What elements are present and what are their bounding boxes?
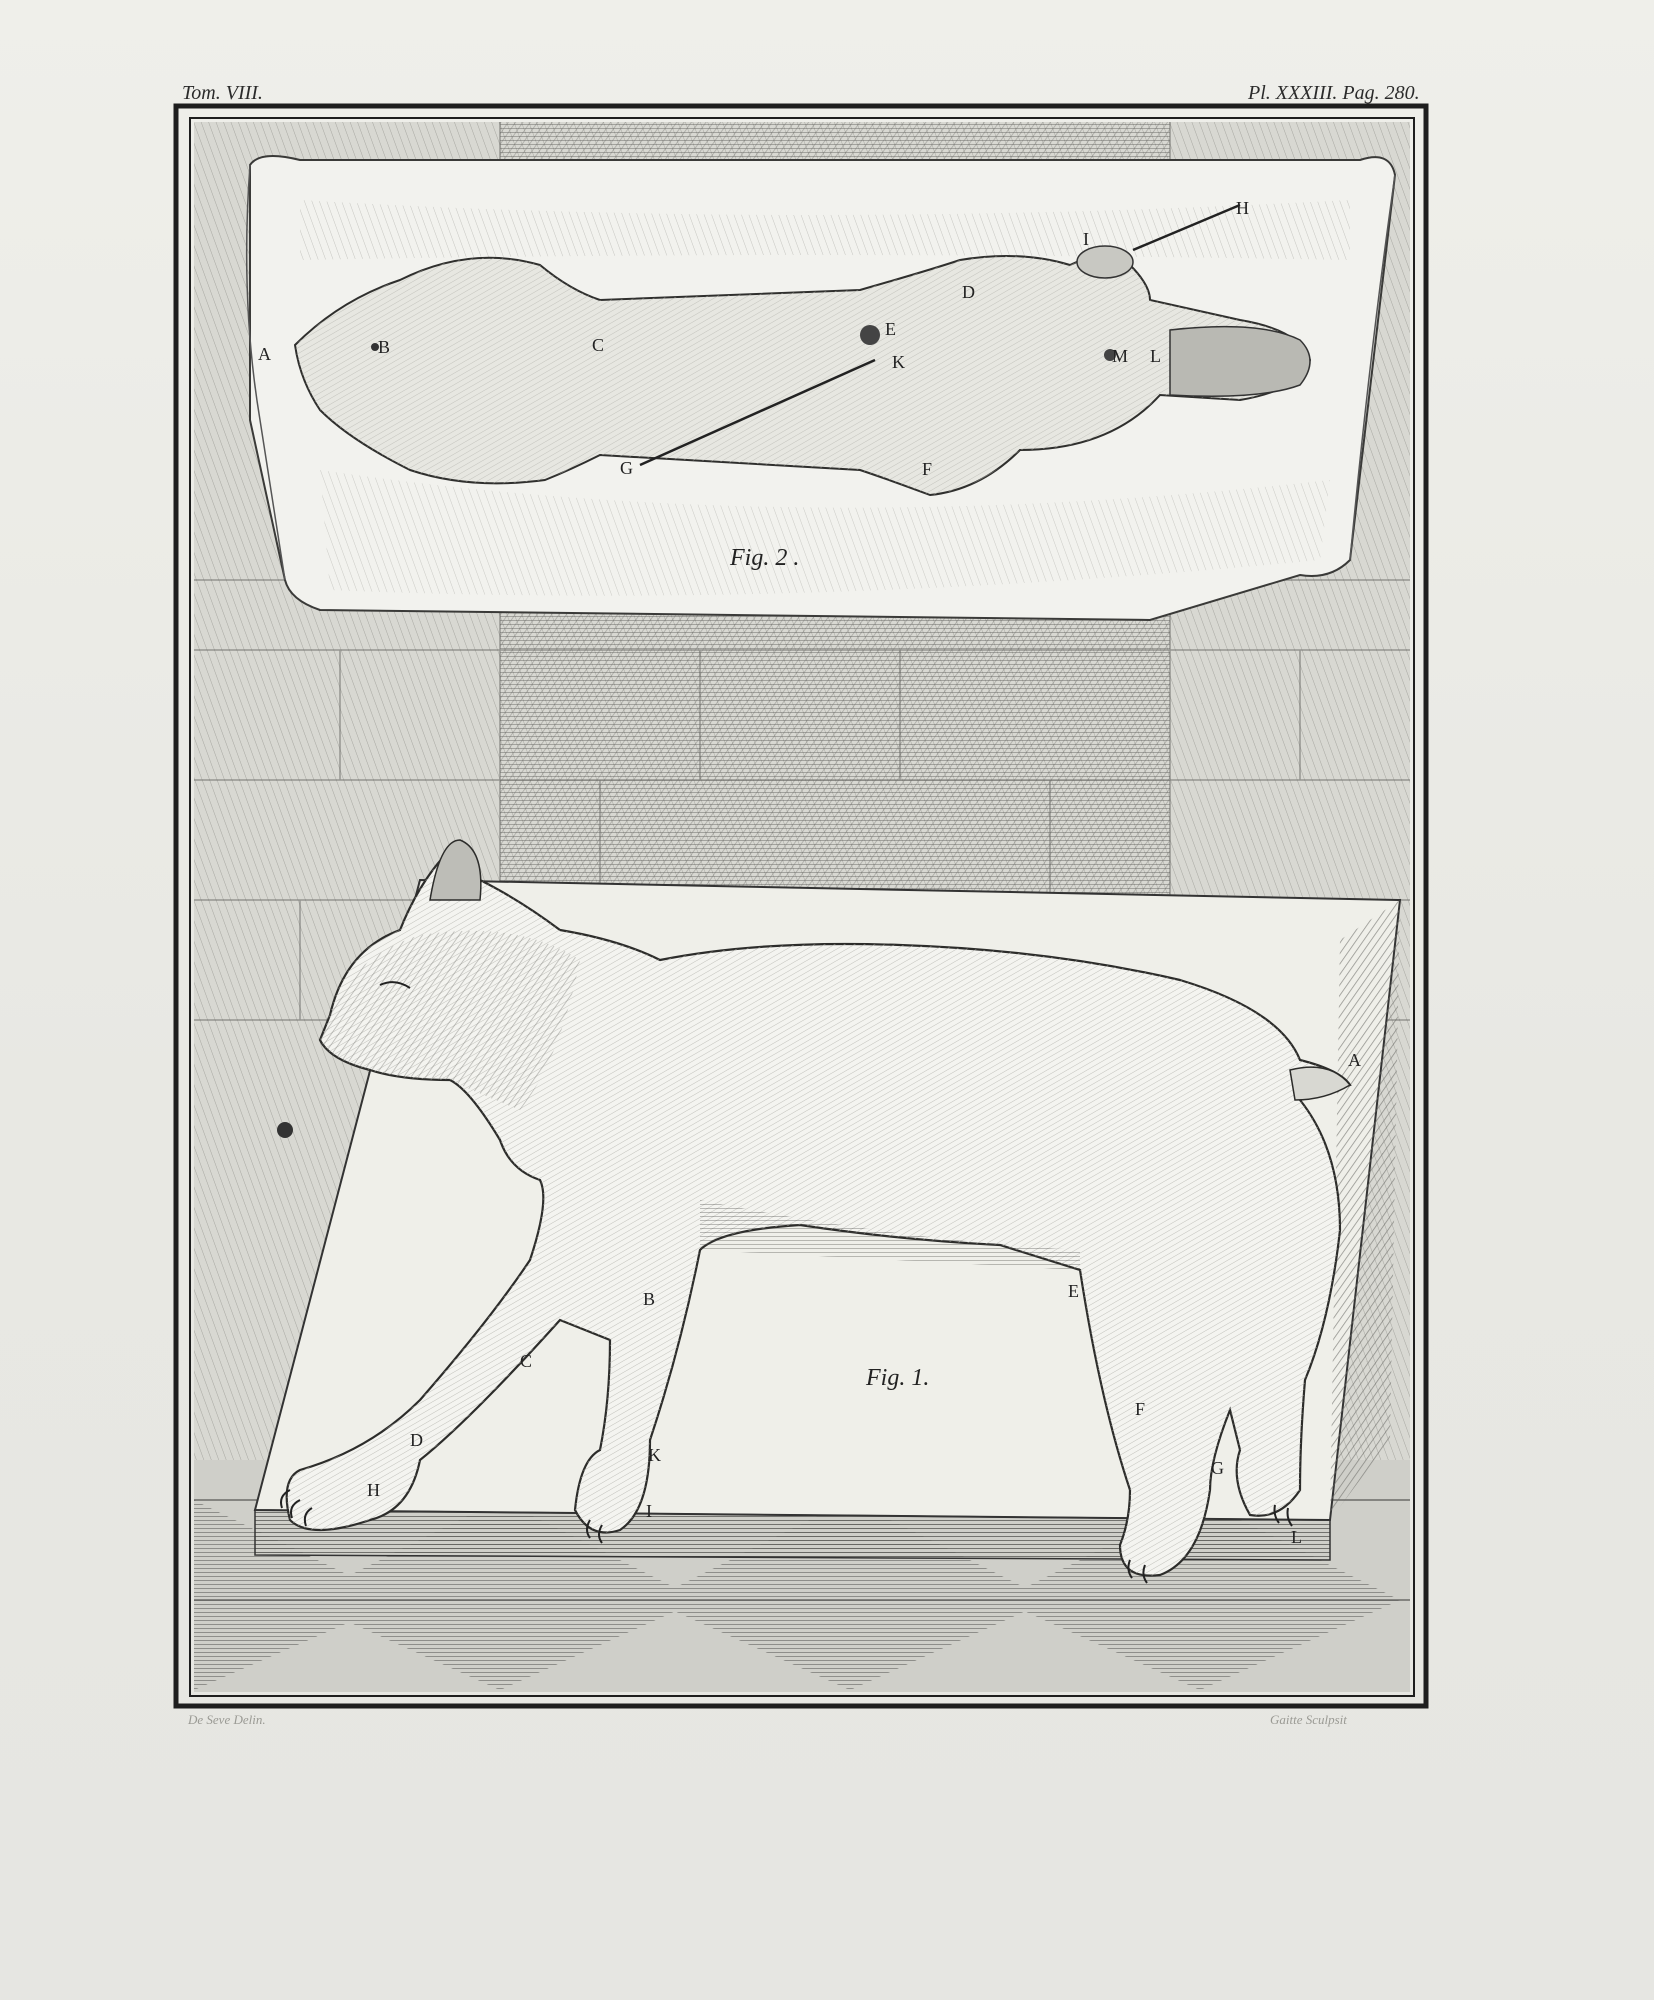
fig2-label-c: C bbox=[592, 335, 605, 355]
fig1-label-l: L bbox=[1291, 1527, 1302, 1547]
fig1-label-i: I bbox=[646, 1501, 652, 1521]
fig1-label-c: C bbox=[520, 1351, 533, 1371]
fig2-label-g: G bbox=[620, 458, 633, 478]
fig1-caption: Fig. 1. bbox=[866, 1365, 930, 1391]
fig2-label-m: M bbox=[1112, 346, 1129, 366]
fig2-label-d: D bbox=[962, 282, 975, 302]
plate-page-label: Pl. XXXIII. Pag. 280. bbox=[1248, 82, 1420, 104]
fig2-label-b: B bbox=[378, 337, 391, 357]
fig1-label-k: K bbox=[648, 1445, 661, 1465]
fig1-label-f: F bbox=[1135, 1399, 1146, 1419]
engraver-credit: Gaitte Sculpsit bbox=[1270, 1712, 1347, 1727]
fig2-caption: Fig. 2 . bbox=[730, 545, 800, 571]
fig2-label-f: F bbox=[922, 459, 933, 479]
fig1-label-d: D bbox=[410, 1430, 423, 1450]
fig2-label-a: A bbox=[258, 344, 271, 364]
fig2-label-e: E bbox=[885, 319, 896, 339]
fig1-label-h: H bbox=[367, 1480, 380, 1500]
artist-credit: De Seve Delin. bbox=[188, 1712, 266, 1727]
fig2-label-k: K bbox=[892, 352, 905, 372]
fig1-label-b: B bbox=[643, 1289, 656, 1309]
fig2-label-i: I bbox=[1083, 229, 1089, 249]
fig1-label-e: E bbox=[1068, 1281, 1079, 1301]
fig2-label-l: L bbox=[1150, 346, 1161, 366]
fig2-label-h: H bbox=[1236, 198, 1249, 218]
fig1-label-g: G bbox=[1211, 1458, 1224, 1478]
volume-label: Tom. VIII. bbox=[182, 82, 263, 104]
fig1-label-a: A bbox=[1348, 1050, 1361, 1070]
